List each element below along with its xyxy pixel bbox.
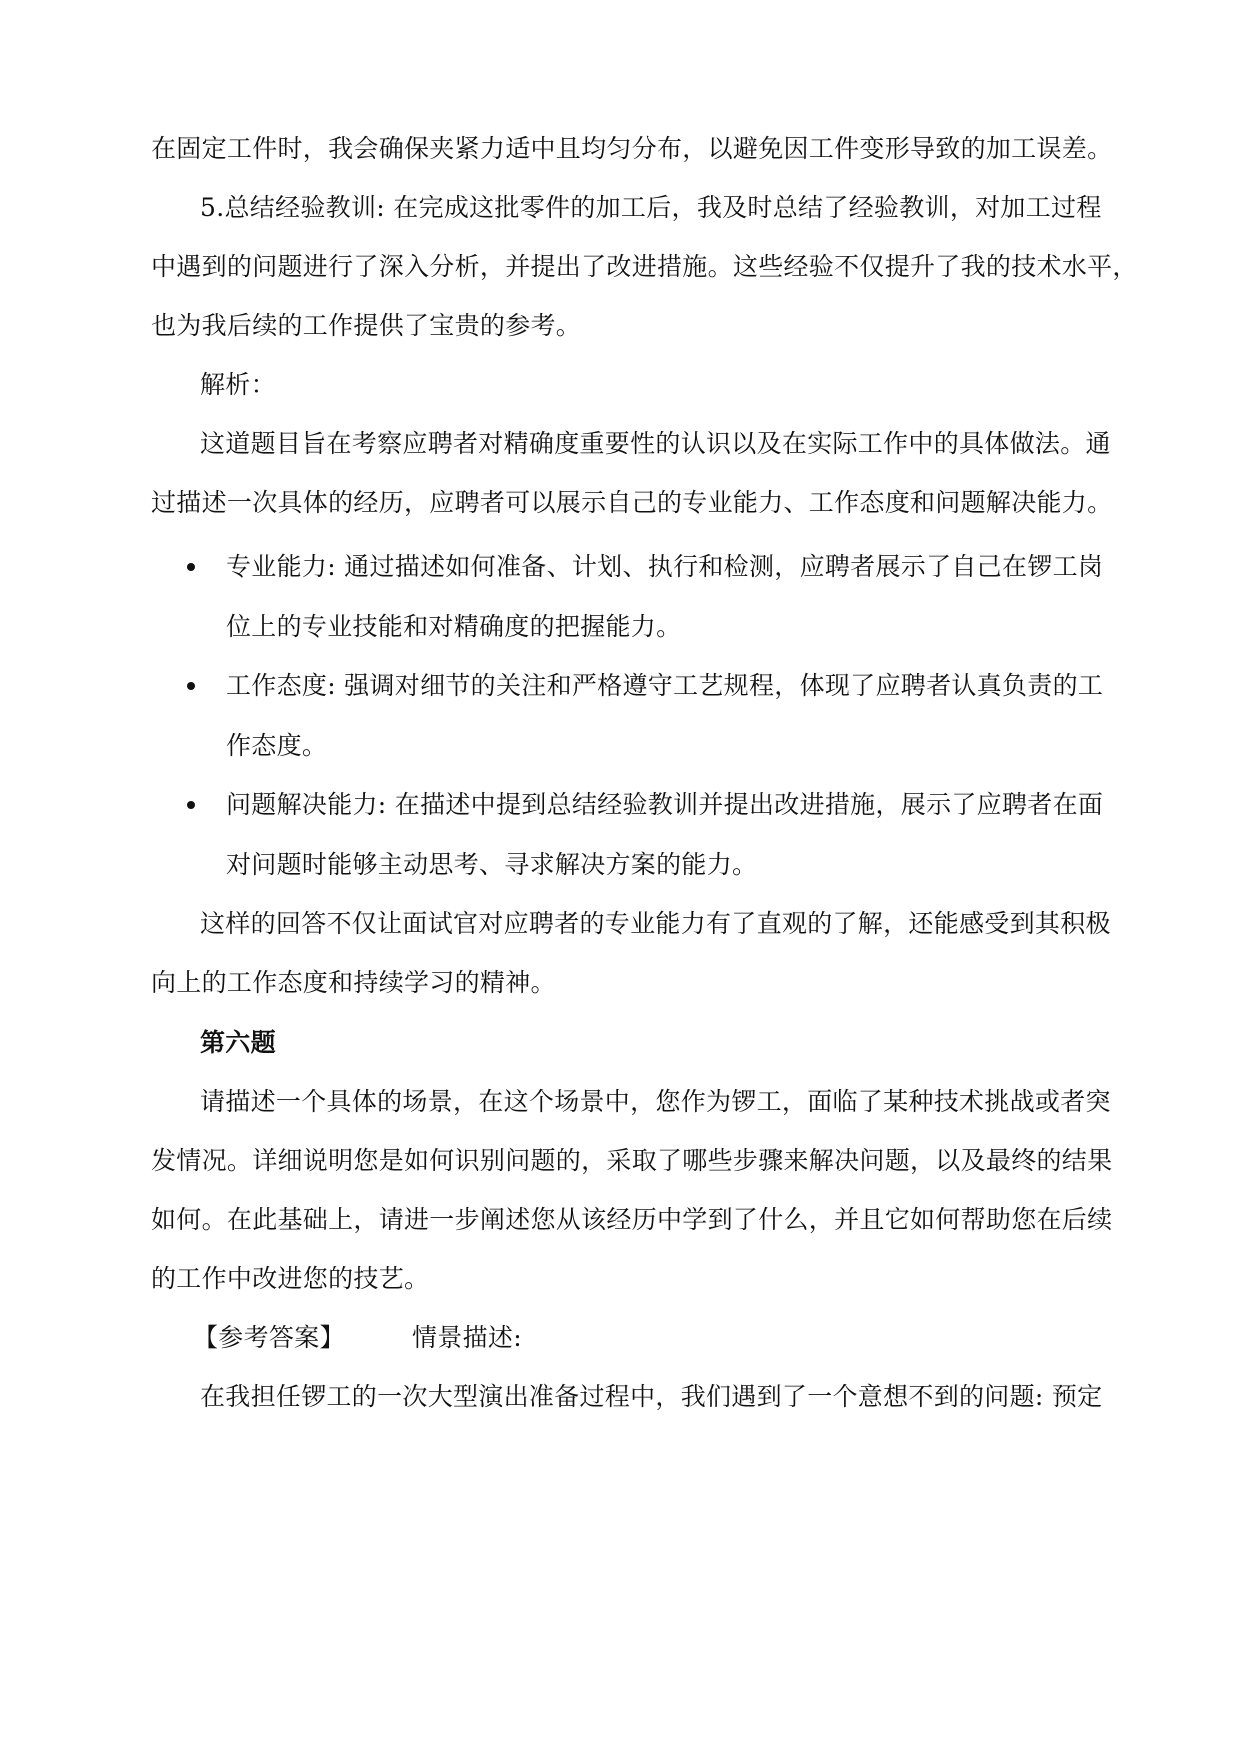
analysis-label: 解析： xyxy=(200,370,276,399)
paragraph-line: 向上的工作态度和持续学习的精神。 xyxy=(151,968,556,997)
paragraph-line: 请描述一个具体的场景，在这个场景中，您作为锣工，面临了某种技术挑战或者突 xyxy=(200,1087,1111,1116)
paragraph-line: 在我担任锣工的一次大型演出准备过程中，我们遇到了一个意想不到的问题: 预定 xyxy=(200,1382,1103,1411)
paragraph-line: 在固定工件时，我会确保夹紧力适中且均匀分布，以避免因工件变形导致的加工误差。 xyxy=(151,134,1113,163)
paragraph-line: 发情况。详细说明您是如何识别问题的，采取了哪些步骤来解决问题，以及最终的结果 xyxy=(151,1146,1113,1175)
paragraph-line: 过描述一次具体的经历，应聘者可以展示自己的专业能力、工作态度和问题解决能力。 xyxy=(151,488,1113,517)
question-heading: 第六题 xyxy=(200,1028,276,1057)
scene-description-label: 情景描述: xyxy=(412,1323,522,1352)
paragraph-line: 如何。在此基础上，请进一步阐述您从该经历中学到了什么，并且它如何帮助您在后续 xyxy=(151,1205,1113,1234)
paragraph-line: 的工作中改进您的技艺。 xyxy=(151,1264,430,1293)
bullet-icon xyxy=(187,682,195,690)
bullet-line: 问题解决能力: 在描述中提到总结经验教训并提出改进措施，展示了应聘者在面 xyxy=(226,790,1104,819)
paragraph-line: 也为我后续的工作提供了宝贵的参考。 xyxy=(151,311,582,340)
bullet-line: 对问题时能够主动思考、寻求解决方案的能力。 xyxy=(226,850,758,879)
bullet-icon xyxy=(187,801,195,809)
bullet-line: 位上的专业技能和对精确度的把握能力。 xyxy=(226,612,682,641)
paragraph-line: 这道题目旨在考察应聘者对精确度重要性的认识以及在实际工作中的具体做法。通 xyxy=(200,429,1111,458)
reference-answer-label: 【参考答案】 xyxy=(193,1323,345,1352)
bullet-line: 工作态度: 强调对细节的关注和严格遵守工艺规程，体现了应聘者认真负责的工 xyxy=(226,671,1104,700)
bullet-line: 专业能力: 通过描述如何准备、计划、执行和检测，应聘者展示了自己在锣工岗 xyxy=(226,552,1104,581)
bullet-icon xyxy=(187,563,195,571)
bullet-line: 作态度。 xyxy=(226,731,328,760)
paragraph-line: 5.总结经验教训: 在完成这批零件的加工后，我及时总结了经验教训，对加工过程 xyxy=(200,193,1102,222)
paragraph-line: 中遇到的问题进行了深入分析，并提出了改进措施。这些经验不仅提升了我的技术水平， xyxy=(151,252,1138,281)
paragraph-line: 这样的回答不仅让面试官对应聘者的专业能力有了直观的了解，还能感受到其积极 xyxy=(200,909,1111,938)
